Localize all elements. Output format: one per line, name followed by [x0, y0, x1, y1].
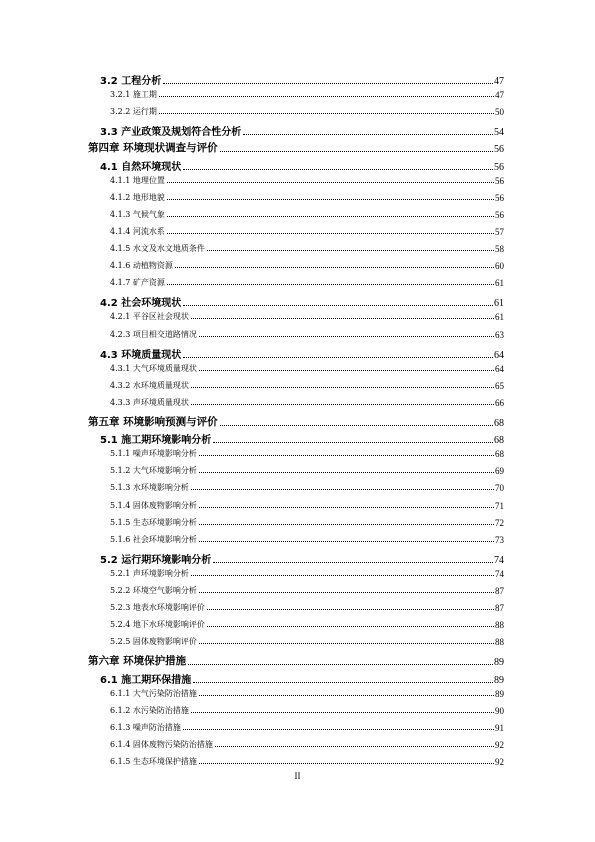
toc-entry-page: 68	[494, 418, 504, 429]
dot-leader	[213, 561, 493, 563]
toc-entry-page: 56	[495, 209, 504, 220]
toc-entry-page: 57	[495, 226, 504, 237]
toc-entry-page: 71	[495, 500, 504, 511]
dot-leader	[213, 441, 493, 443]
toc-entry-title: 4.3 环境质量现状	[100, 349, 182, 361]
toc-entry-page: 54	[494, 127, 504, 139]
toc-entry-page: 61	[495, 312, 504, 323]
toc-entry[interactable]	[110, 192, 504, 203]
toc-entry-page: 56	[495, 192, 504, 203]
toc-entry[interactable]	[88, 653, 504, 668]
toc-entry-title: 5.1.6 社会环境影响分析	[110, 534, 197, 544]
toc-entry-title: 5.1.2 大气环境影响分析	[110, 466, 197, 476]
toc-entry-page: 65	[495, 380, 504, 391]
toc-entry-title: 4.1 自然环境现状	[100, 161, 182, 173]
dot-leader	[183, 728, 494, 730]
toc-entry[interactable]	[110, 106, 504, 117]
toc-entry-page: 69	[495, 466, 504, 477]
toc-entry-title: 6.1.3 噪声防治措施	[110, 722, 181, 732]
toc-entry-title: 第四章 环境现状调查与评价	[88, 142, 218, 155]
toc-entry[interactable]	[110, 329, 504, 340]
toc-entry-page: 58	[495, 244, 504, 254]
dot-leader	[167, 198, 494, 200]
toc-entry[interactable]	[110, 226, 504, 237]
dot-leader	[183, 356, 493, 358]
dot-leader	[191, 317, 494, 319]
toc-entry[interactable]	[110, 722, 504, 733]
toc-entry-title: 5.2.3 地表水环境影响评价	[110, 603, 205, 613]
toc-entry[interactable]	[110, 311, 504, 322]
toc-entry-title: 4.1.2 地形地貌	[110, 192, 165, 202]
dot-leader	[175, 266, 494, 268]
toc-entry-page: 89	[494, 657, 504, 669]
dot-leader	[220, 424, 493, 426]
toc-entry[interactable]	[100, 551, 504, 566]
toc-entry[interactable]	[110, 465, 504, 476]
toc-entry[interactable]	[100, 346, 504, 361]
toc-entry-title: 4.2 社会环境现状	[100, 298, 182, 310]
toc-entry[interactable]	[110, 500, 504, 511]
toc-entry-page: 70	[495, 483, 504, 494]
dot-leader	[188, 663, 493, 665]
toc-entry-title: 4.1.6 动植物资源	[110, 261, 173, 271]
toc-entry-title: 5.2.4 地下水环境影响评价	[110, 620, 205, 630]
dot-leader	[191, 574, 494, 576]
dot-leader	[191, 711, 494, 713]
toc-entry-title: 6.1 施工期环保措施	[100, 674, 192, 686]
toc-entry-title: 5.1.3 水环境影响分析	[110, 483, 189, 493]
toc-entry[interactable]	[100, 431, 504, 446]
toc-entry-title: 5.1.5 生态环境影响分析	[110, 517, 197, 527]
toc-entry[interactable]	[100, 294, 504, 309]
dot-leader	[199, 591, 494, 593]
toc-entry-page: 60	[495, 261, 504, 272]
dot-leader	[207, 608, 494, 610]
toc-entry[interactable]	[110, 448, 504, 459]
toc-entry[interactable]	[110, 89, 504, 100]
toc-entry[interactable]	[100, 123, 504, 138]
toc-entry-page: 88	[495, 620, 504, 631]
toc-entry[interactable]	[110, 397, 504, 408]
toc-entry-title: 4.1.4 河流水系	[110, 226, 165, 236]
toc-entry-page: 64	[495, 363, 504, 374]
toc-entry-page: 64	[494, 349, 504, 361]
toc-entry-page: 74	[495, 568, 504, 579]
toc-entry-title: 5.2 运行期环境影响分析	[100, 554, 212, 566]
toc-entry[interactable]	[110, 517, 504, 528]
toc-entry-title: 第六章 环境保护措施	[88, 655, 187, 668]
toc-entry-page: 91	[495, 722, 504, 733]
dot-leader	[183, 168, 493, 170]
dot-leader	[167, 181, 494, 183]
toc-entry-page: 56	[495, 175, 504, 186]
toc-entry-page: 92	[495, 739, 504, 750]
toc-entry-title: 6.1.1 大气污染防治措施	[110, 688, 197, 698]
dot-leader	[207, 625, 494, 627]
toc-entry[interactable]	[110, 363, 504, 374]
toc-entry-page: 92	[495, 757, 504, 767]
dot-leader	[199, 762, 494, 764]
toc-entry[interactable]	[110, 636, 504, 647]
dot-leader	[199, 642, 494, 644]
dot-leader	[199, 694, 494, 696]
toc-entry-page: 72	[495, 517, 504, 528]
toc-entry-title: 4.1.7 矿产资源	[110, 278, 165, 288]
dot-leader	[191, 488, 494, 490]
dot-leader	[183, 304, 493, 306]
toc-entry[interactable]	[110, 756, 504, 767]
toc-entry-title: 4.1.1 地理位置	[110, 175, 165, 185]
toc-entry[interactable]	[110, 260, 504, 271]
page-number: II	[294, 771, 301, 781]
toc-entry-page: 73	[495, 534, 504, 545]
dot-leader	[163, 82, 493, 84]
dot-leader	[199, 471, 494, 473]
dot-leader	[199, 523, 494, 525]
toc-entry[interactable]	[100, 158, 504, 173]
toc-entry[interactable]	[110, 619, 504, 630]
toc-entry-page: 56	[494, 144, 504, 156]
toc-entry[interactable]	[110, 602, 504, 613]
toc-entry-title: 4.1.5 水文及水文地质条件	[110, 244, 205, 253]
toc-entry-title: 6.1.4 固体废物污染防治措施	[110, 739, 213, 749]
toc-entry[interactable]	[110, 209, 504, 220]
dot-leader	[167, 232, 494, 234]
toc-entry[interactable]	[100, 72, 504, 87]
dot-leader	[167, 215, 494, 217]
toc-entry-title: 5.2.2 环境空气影响分析	[110, 586, 197, 595]
toc-entry-page: 68	[495, 449, 504, 460]
toc-entry[interactable]	[110, 482, 504, 493]
toc-entry-title: 4.2.1 平谷区社会现状	[110, 312, 189, 322]
toc-entry-title: 5.2.5 固体废物影响评价	[110, 637, 197, 647]
toc-entry[interactable]	[110, 739, 504, 750]
toc-entry-page: 90	[495, 705, 504, 716]
toc-entry-page: 68	[494, 435, 504, 447]
dot-leader	[193, 681, 493, 683]
toc-entry[interactable]	[110, 175, 504, 186]
toc-entry[interactable]	[88, 414, 504, 429]
toc-entry-title: 第五章 环境影响预测与评价	[88, 416, 218, 428]
dot-leader	[191, 403, 494, 405]
toc-entry[interactable]	[110, 688, 504, 699]
toc-entry-page: 63	[495, 329, 504, 340]
toc-entry[interactable]	[88, 140, 504, 155]
toc-entry-page: 47	[495, 90, 504, 101]
toc-entry-title: 3.2.1 施工期	[110, 90, 157, 100]
toc-entry-title: 5.1.1 噪声环境影响分析	[110, 449, 197, 459]
toc-entry-title: 5.2.1 声环境影响分析	[110, 568, 189, 578]
toc-entry[interactable]	[110, 705, 504, 716]
toc-entry[interactable]	[110, 380, 504, 391]
toc-entry-title: 4.1.3 气候气象	[110, 209, 165, 219]
toc-entry-title: 4.3.1 大气环境质量现状	[110, 363, 197, 373]
toc-entry[interactable]	[110, 277, 504, 288]
toc-entry-title: 3.3 产业政策及规划符合性分析	[100, 127, 242, 139]
dot-leader	[199, 506, 494, 508]
toc-entry-title: 4.3.2 水环境质量现状	[110, 380, 189, 390]
dot-leader	[191, 386, 494, 388]
toc-entry-page: 89	[494, 674, 504, 686]
toc-entry[interactable]	[100, 671, 504, 686]
toc-entry-page: 87	[495, 603, 504, 614]
toc-entry-title: 4.2.3 项目相交道路情况	[110, 329, 197, 339]
dot-leader	[207, 249, 494, 251]
toc-entry-title: 3.2.2 运行期	[110, 107, 157, 117]
toc-entry-title: 4.3.3 声环境质量现状	[110, 397, 189, 407]
toc-entry-page: 89	[495, 688, 504, 699]
toc-entry[interactable]	[110, 243, 504, 254]
toc-entry-page: 47	[494, 76, 504, 87]
toc-entry-title: 3.2 工程分析	[100, 76, 162, 87]
dot-leader	[199, 454, 494, 456]
dot-leader	[199, 335, 494, 337]
toc-entry[interactable]	[110, 534, 504, 545]
dot-leader	[215, 745, 494, 747]
toc-entry-page: 87	[495, 586, 504, 596]
toc-entry-page: 50	[495, 107, 504, 118]
toc-entry-page: 61	[495, 278, 504, 289]
dot-leader	[159, 95, 494, 97]
toc-entry-page: 56	[494, 161, 504, 173]
dot-leader	[199, 540, 494, 542]
toc-entry-title: 5.1 施工期环境影响分析	[100, 435, 212, 447]
toc-entry-page: 61	[494, 298, 504, 310]
dot-leader	[159, 112, 494, 114]
toc-entry-page: 88	[495, 637, 504, 648]
toc-entry-title: 6.1.5 生态环境保护措施	[110, 757, 197, 766]
toc-entry-page: 66	[495, 397, 504, 408]
dot-leader	[167, 283, 494, 285]
dot-leader	[199, 369, 494, 371]
toc-entry[interactable]	[110, 585, 504, 596]
toc-entry-title: 5.1.4 固体废物影响分析	[110, 500, 197, 510]
dot-leader	[220, 150, 493, 152]
toc-entry[interactable]	[110, 568, 504, 579]
dot-leader	[243, 133, 493, 135]
toc-entry-page: 74	[494, 554, 504, 566]
toc-entry-title: 6.1.2 水污染防治措施	[110, 705, 189, 715]
